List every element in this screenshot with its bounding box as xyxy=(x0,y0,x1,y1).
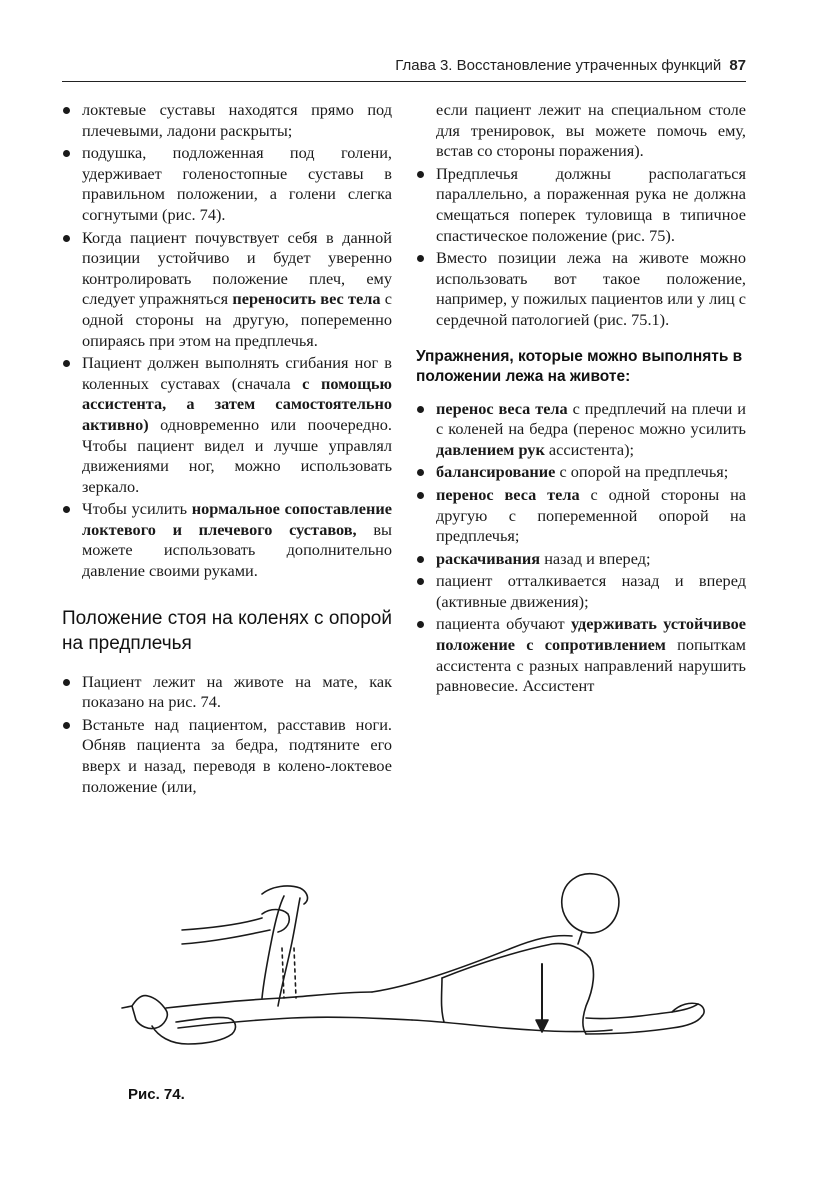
text-run: ассистента); xyxy=(544,439,635,459)
bold-text: перенос веса тела xyxy=(436,398,568,418)
figure-caption: Рис. 74. xyxy=(128,1086,185,1103)
bullet-item xyxy=(62,672,392,713)
bullet-item xyxy=(62,353,392,497)
left-column xyxy=(62,100,392,799)
text-run: попыткам ассистента с разных направлений нарушить равновесие. Ассистент xyxy=(436,635,746,696)
patient-head xyxy=(562,874,619,933)
section-heading: Положение стоя на коленях с опорой на предплечья xyxy=(62,607,392,654)
bold-text: перенос веса тела xyxy=(436,484,580,504)
dotted-guide-2 xyxy=(294,948,296,998)
bullet-item xyxy=(62,228,392,352)
text-run: с опорой на предплечья; xyxy=(555,462,729,482)
bullet-item xyxy=(62,499,392,581)
bullet-item xyxy=(416,100,746,162)
chapter-title: Глава 3. Восстановление утраченных функций xyxy=(395,57,722,74)
text-run: Встаньте над пациентом, расставив ноги. Обняв пациента за бедра, подтяните его вверх и назад, переводя в колено-локтевое положение (или, xyxy=(82,714,392,796)
patient-legs xyxy=(166,992,372,1008)
text-run: если пациент лежит на специальном столе для тренировок, вы можете помочь ему, встав со стороны поражения). xyxy=(436,100,746,161)
bullet-item xyxy=(416,399,746,461)
patient-hand xyxy=(672,1003,704,1016)
text-run: Вместо позиции лежа на животе можно использовать вот такое положение, например, у пожилых пациентов или у лиц с сердечной патологией (рис. 75.1). xyxy=(436,248,746,329)
bold-text: переносить вес тела xyxy=(232,289,381,309)
bold-text: раскачивания xyxy=(436,548,541,568)
dotted-guide xyxy=(282,948,284,998)
lifted-leg-2 xyxy=(278,898,300,1006)
patient-feet xyxy=(132,995,167,1028)
right-bullet-list xyxy=(416,100,746,331)
text-run: назад и вперед; xyxy=(540,548,651,568)
text-run: пациент отталкивается назад и вперед (активные движения); xyxy=(436,571,746,611)
exercises-list xyxy=(416,399,746,697)
bold-text: давлением рук xyxy=(436,439,545,459)
text-run: Когда пациент почувствует себя в данной позиции устойчиво и будет уверенно контролировать положение плеч, ему следует упражняться xyxy=(82,227,392,309)
text-run: локтевые суставы находятся прямо под плечевыми, ладони раскрыты; xyxy=(82,100,392,140)
floor-line xyxy=(122,1006,132,1008)
bold-text: нормальное сопоставление локтевого и плечевого суставов, xyxy=(82,499,392,539)
left-bullet-list-2 xyxy=(62,672,392,798)
text-run: подушка, подложенная под голени, удерживает голеностопные суставы в правильном положении, а голени слегка согнутыми (рис. 74). xyxy=(82,143,392,224)
bullet-item xyxy=(416,549,746,570)
bold-text: с помощью ассистента, а затем самостоятельно активно) xyxy=(82,373,392,434)
text-run: с предплечий на плечи и с коленей на бедра (перенос можно усилить xyxy=(436,398,746,439)
lifted-foot xyxy=(262,886,307,904)
bullet-item xyxy=(62,100,392,141)
bullet-item xyxy=(416,462,746,483)
figure-74-illustration xyxy=(112,858,712,1088)
bullet-item xyxy=(416,614,746,696)
header-line xyxy=(395,57,746,74)
bullet-item xyxy=(416,571,746,612)
bullet-item xyxy=(416,485,746,547)
text-run: Пациент лежит на животе на мате, как показано на рис. 74. xyxy=(82,671,392,712)
text-run: одновременно или поочередно. Чтобы пациент видел и лучше управлял движениями ног, можно использовать зеркало. xyxy=(82,414,392,496)
bullet-item xyxy=(62,143,392,225)
bullet-item xyxy=(416,164,746,246)
left-bullet-list xyxy=(62,100,392,582)
running-header xyxy=(62,57,746,82)
text-run: с одной стороны на другую, попеременно опираясь при этом на предплечья. xyxy=(82,289,392,350)
patient-legs-under xyxy=(178,1017,412,1028)
page-number: 87 xyxy=(729,57,746,74)
text-run: с одной стороны на другую с попеременной опорой на предплечья; xyxy=(436,484,747,546)
text-run: Пациент должен выполнять сгибания ног в коленных суставах (сначала xyxy=(82,353,392,393)
right-column xyxy=(416,100,746,699)
text-run: пациента обучают xyxy=(436,614,571,634)
shirt-hem xyxy=(442,978,445,1022)
bullet-item xyxy=(62,715,392,797)
text-run: вы можете использовать дополнительно давление своими руками. xyxy=(82,519,392,581)
bold-text: удерживать устойчивое положение с сопротивлением xyxy=(436,614,746,655)
text-run: Чтобы усилить xyxy=(82,499,192,519)
assistant-arm-2 xyxy=(182,930,270,944)
bullet-item xyxy=(416,248,746,330)
bold-text: балансирование xyxy=(436,462,556,482)
exercises-subheading: Упражнения, которые можно выполнять в положении лежа на животе: xyxy=(416,347,743,385)
patient-neck xyxy=(578,932,582,944)
assistant-arm xyxy=(182,918,262,930)
patient-belly xyxy=(412,1020,612,1032)
text-run: Предплечья должны располагаться параллельно, а пораженная рука не должна смещаться поперек туловища в типичное спастическое положение (рис. 75). xyxy=(436,163,746,245)
patient-shirt xyxy=(442,944,593,1034)
